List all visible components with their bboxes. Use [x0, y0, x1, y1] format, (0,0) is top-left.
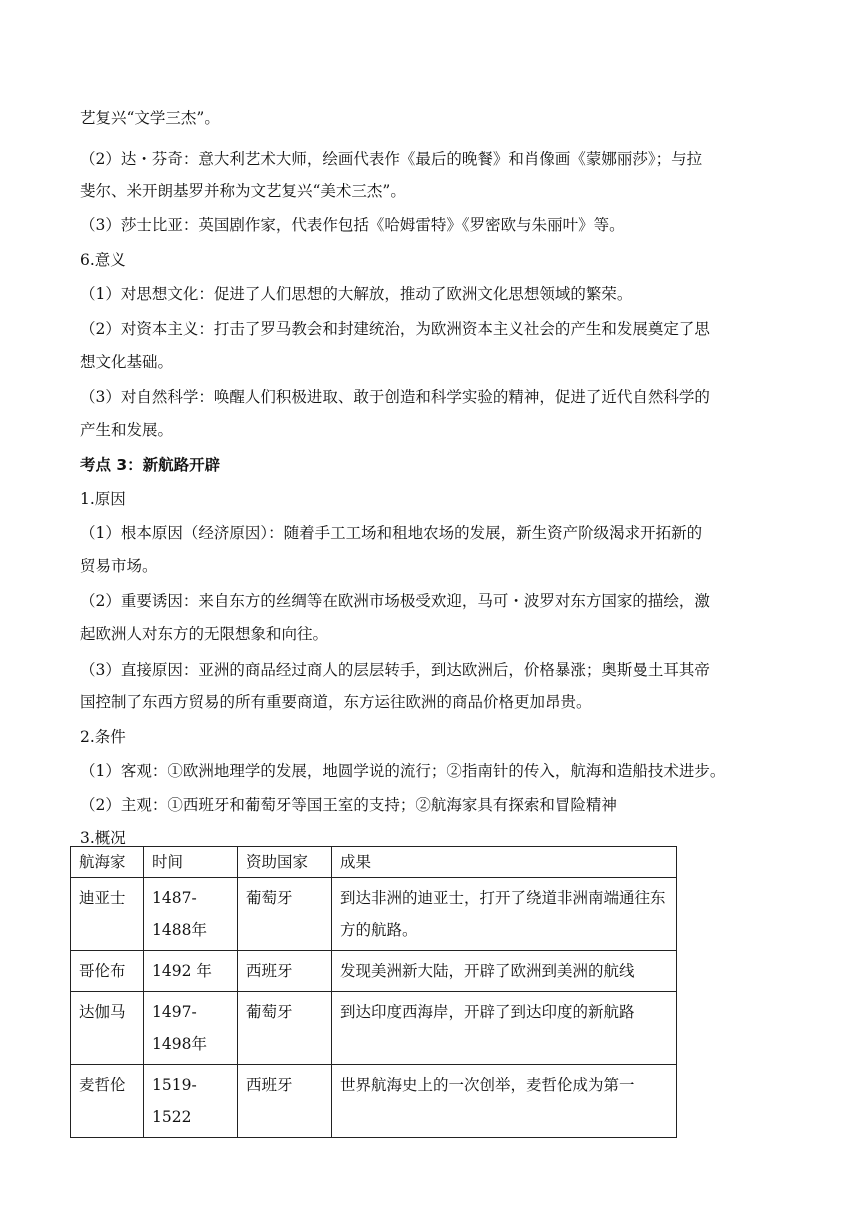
header-cell: 时间	[144, 847, 238, 878]
section-heading: 3.概况	[80, 829, 126, 847]
text-line: 艺复兴“文学三杰”。	[80, 109, 220, 127]
table-cell: 哥伦布	[71, 951, 144, 992]
text-line: 贸易市场。	[80, 557, 158, 575]
header-cell: 资助国家	[238, 847, 332, 878]
table-cell: 葡萄牙	[238, 878, 332, 951]
table-cell: 达伽马	[71, 992, 144, 1065]
text-line: 国控制了东西方贸易的所有重要商道，东方运往欧洲的商品价格更加昂贵。	[80, 693, 592, 711]
table-cell: 葡萄牙	[238, 992, 332, 1065]
table-cell: 迪亚士	[71, 878, 144, 951]
voyages-table	[70, 846, 677, 1138]
table-row	[71, 951, 677, 992]
text-line: （3）对自然科学：唤醒人们积极进取、敢于创造和科学实验的精神，促进了近代自然科学的	[80, 388, 710, 406]
table-cell: 到达印度西海岸，开辟了到达印度的新航路	[332, 992, 677, 1065]
section-heading: 2.条件	[80, 728, 126, 746]
section-heading: 6.意义	[80, 251, 126, 269]
topic-heading: 考点 3：新航路开辟	[80, 456, 221, 474]
text-line: （3）直接原因：亚洲的商品经过商人的层层转手，到达欧洲后，价格暴涨；奥斯曼土耳其帝	[80, 661, 710, 679]
text-line: （2）达・芬奇：意大利艺术大师，绘画代表作《最后的晚餐》和肖像画《蒙娜丽莎》；与拉	[80, 150, 703, 168]
table-row	[71, 878, 677, 951]
text-line: 起欧洲人对东方的无限想象和向往。	[80, 625, 329, 643]
text-line: （2）对资本主义：打击了罗马教会和封建统治，为欧洲资本主义社会的产生和发展奠定了思	[80, 320, 710, 338]
table-cell: 发现美洲新大陆，开辟了欧洲到美洲的航线	[332, 951, 677, 992]
table-cell: 西班牙	[238, 1065, 332, 1138]
text-line: 斐尔、米开朗基罗并称为文艺复兴“美术三杰”。	[80, 182, 406, 200]
text-line: 产生和发展。	[80, 421, 174, 439]
table-cell: 世界航海史上的一次创举，麦哲伦成为第一	[332, 1065, 677, 1138]
table-header-row	[71, 847, 677, 878]
table-cell: 到达非洲的迪亚士，打开了绕道非洲南端通往东方的航路。	[332, 878, 677, 951]
table-row	[71, 1065, 677, 1138]
table-cell: 1492 年	[144, 951, 238, 992]
header-cell: 航海家	[71, 847, 144, 878]
table-cell: 西班牙	[238, 951, 332, 992]
text-line: （2）重要诱因：来自东方的丝绸等在欧洲市场极受欢迎，马可・波罗对东方国家的描绘，激	[80, 592, 710, 610]
text-line: （1）客观：①欧洲地理学的发展，地圆学说的流行；②指南针的传入，航海和造船技术进步。	[80, 762, 726, 780]
section-heading: 1.原因	[80, 490, 126, 508]
text-line: （1）对思想文化：促进了人们思想的大解放，推动了欧洲文化思想领域的繁荣。	[80, 285, 633, 303]
table-cell: 1519-1522	[144, 1065, 238, 1138]
text-line: （3）莎士比亚：英国剧作家，代表作包括《哈姆雷特》《罗密欧与朱丽叶》等。	[80, 216, 625, 234]
table-cell: 1497-1498年	[144, 992, 238, 1065]
header-cell: 成果	[332, 847, 677, 878]
text-line: 想文化基础。	[80, 353, 174, 371]
table-cell: 麦哲伦	[71, 1065, 144, 1138]
text-line: （1）根本原因（经济原因）：随着手工工场和租地农场的发展，新生资产阶级渴求开拓新的	[80, 524, 703, 542]
table-row	[71, 992, 677, 1065]
text-line: （2）主观：①西班牙和葡萄牙等国王室的支持；②航海家具有探索和冒险精神	[80, 796, 617, 814]
table-cell: 1487-1488年	[144, 878, 238, 951]
